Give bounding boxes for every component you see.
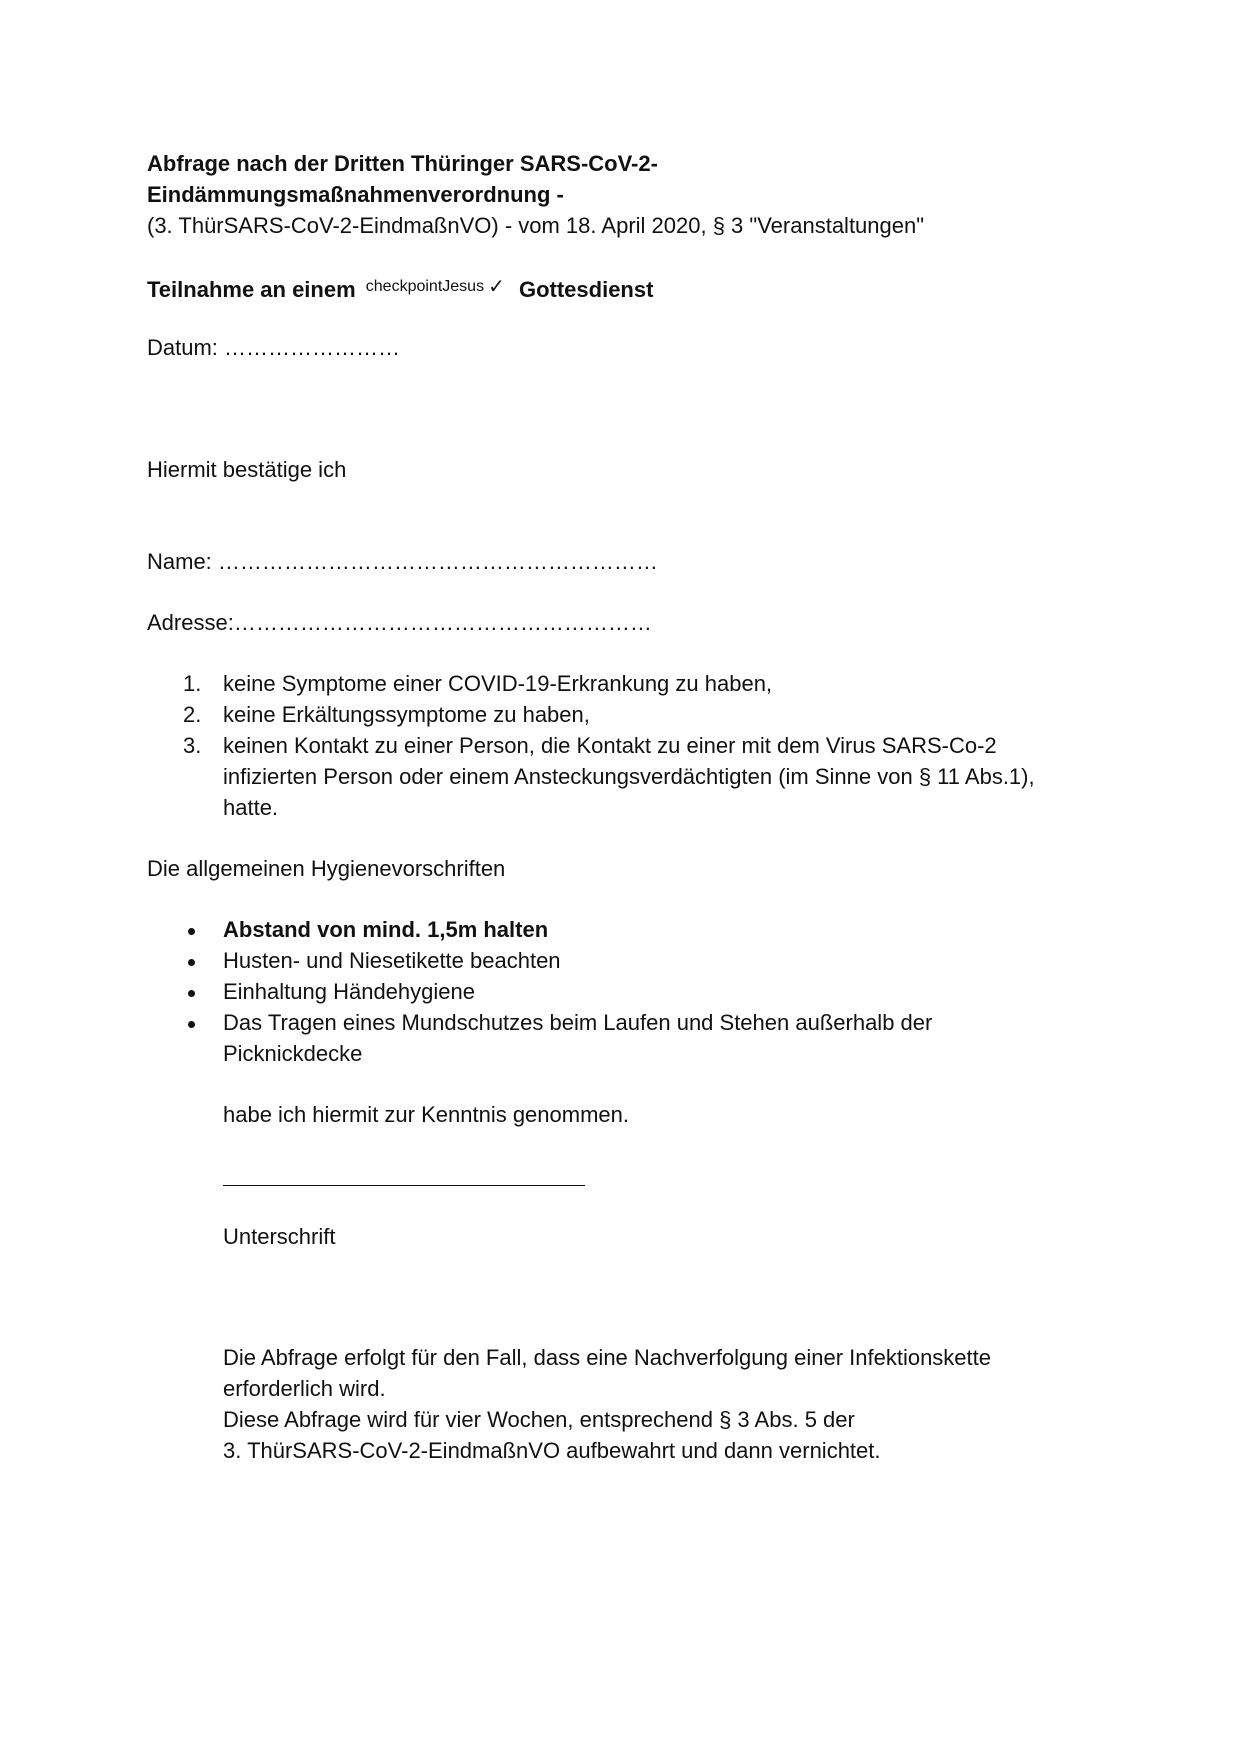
list-number: 3. — [183, 733, 202, 758]
list-item: keine Erkältungssymptome zu haben, — [223, 702, 590, 727]
participation-suffix: Gottesdienst — [518, 277, 654, 302]
participation-heading — [147, 271, 653, 305]
bullet-icon — [188, 990, 195, 997]
name-field: Name: …………………………………………………… — [147, 549, 658, 574]
check-circle-icon: ✓ — [488, 276, 505, 298]
doc-title-line2: Eindämmungsmaßnahmenverordnung - — [147, 182, 564, 207]
date-field: Datum: …………………… — [147, 335, 401, 360]
checkpoint-jesus-logo: checkpointJesus — [365, 278, 485, 295]
doc-title-line1: Abfrage nach der Dritten Thüringer SARS-CoV-2- — [147, 151, 658, 176]
hygiene-item: Das Tragen eines Mundschutzes beim Laufen und Stehen außerhalb der — [223, 1010, 933, 1035]
doc-subtitle: (3. ThürSARS-CoV-2-EindmaßnVO) - vom 18. April 2020, § 3 "Veranstaltungen" — [147, 213, 925, 238]
list-item-continuation: hatte. — [223, 795, 279, 820]
acknowledge-text: habe ich hiermit zur Kenntnis genommen. — [223, 1102, 629, 1127]
list-number: 1. — [183, 671, 202, 696]
hygiene-intro: Die allgemeinen Hygienevorschriften — [147, 856, 506, 881]
bullet-icon — [188, 1021, 195, 1028]
list-item: keine Symptome einer COVID-19-Erkrankung zu haben, — [223, 671, 773, 696]
bullet-icon — [188, 928, 195, 935]
list-item: keinen Kontakt zu einer Person, die Kontakt zu einer mit dem Virus SARS-Co-2 — [223, 733, 997, 758]
confirm-intro: Hiermit bestätige ich — [147, 457, 347, 482]
hygiene-item: Abstand von mind. 1,5m halten — [223, 917, 549, 942]
bullet-icon — [188, 959, 195, 966]
footer-line: Die Abfrage erfolgt für den Fall, dass eine Nachverfolgung einer Infektionskette — [223, 1345, 992, 1370]
hygiene-item: Husten- und Niesetikette beachten — [223, 948, 561, 973]
footer-line: Diese Abfrage wird für vier Wochen, entsprechend § 3 Abs. 5 der — [223, 1407, 855, 1432]
address-field: Adresse:………………………………………………… — [147, 610, 652, 635]
list-item-continuation: infizierten Person oder einem Ansteckungsverdächtigten (im Sinne von § 11 Abs.1), — [223, 764, 1035, 789]
footer-line: erforderlich wird. — [223, 1376, 386, 1401]
signature-label: Unterschrift — [223, 1224, 336, 1249]
footer-line: 3. ThürSARS-CoV-2-EindmaßnVO aufbewahrt und dann vernichtet. — [223, 1438, 881, 1463]
hygiene-item: Einhaltung Händehygiene — [223, 979, 475, 1004]
hygiene-item-continuation: Picknickdecke — [223, 1041, 363, 1066]
participation-prefix: Teilnahme an einem — [147, 277, 356, 302]
signature-line — [223, 1185, 585, 1186]
list-number: 2. — [183, 702, 202, 727]
